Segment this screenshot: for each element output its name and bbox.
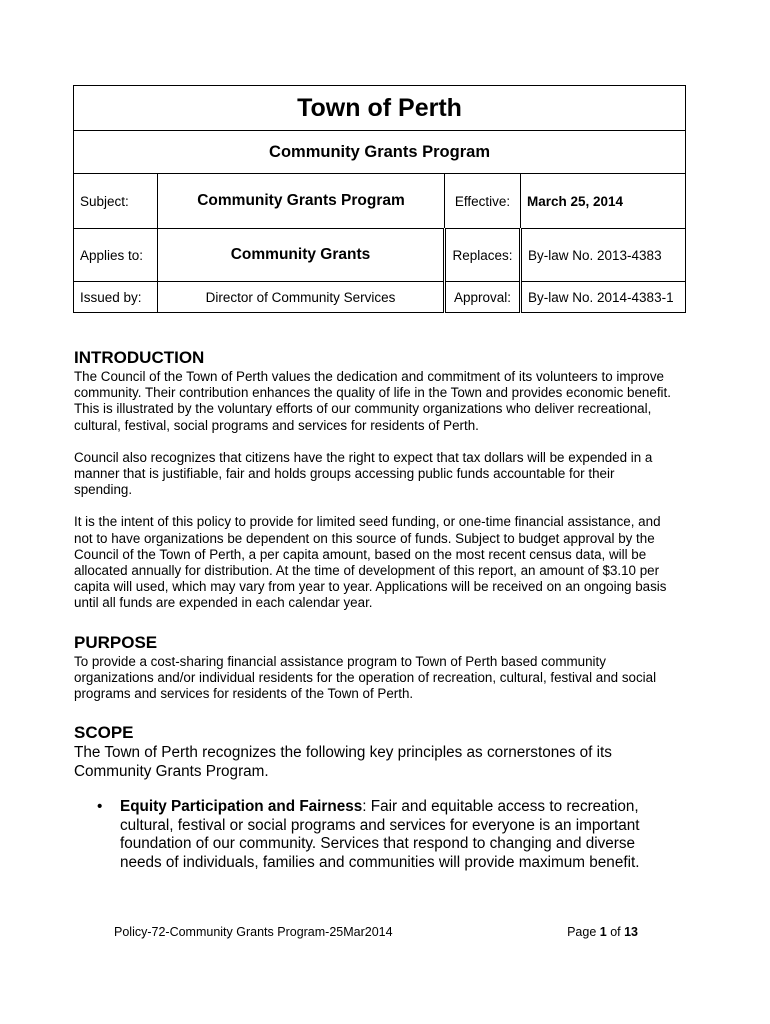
- replaces-value: By-law No. 2013-4383: [521, 229, 686, 282]
- principles-list: [74, 798, 674, 872]
- document-id: Policy-72-Community Grants Program-25Mar2014: [114, 925, 393, 939]
- list-item: [74, 798, 674, 872]
- replaces-label: Replaces:: [445, 229, 521, 282]
- introduction-heading: INTRODUCTION: [74, 348, 205, 367]
- introduction-paragraph-1: The Council of the Town of Perth values the dedication and commitment of its volunteers to improve community. Their contribution enhances the quality of life in the Town and provides economic benefit. This is illustrated by the voluntary efforts of our community organizations who deliver recreational, cultural, festival, social programs and services for residents of Perth.: [74, 369, 671, 433]
- program-title: Community Grants Program: [74, 131, 686, 174]
- principle-term: Equity Participation and Fairness: [120, 798, 363, 816]
- effective-label: Effective:: [445, 174, 521, 229]
- subject-value: Community Grants Program: [158, 174, 445, 229]
- document-body: [74, 347, 674, 872]
- introduction-section: [74, 347, 674, 612]
- page-total: 13: [624, 925, 638, 939]
- scope-heading: SCOPE: [74, 723, 134, 743]
- issued-by-label: Issued by:: [74, 282, 158, 313]
- approval-label: Approval:: [445, 282, 521, 313]
- applies-to-label: Applies to:: [74, 229, 158, 282]
- purpose-paragraph: To provide a cost-sharing financial assistance program to Town of Perth based community organizations and/or individual residents for the operation of recreation, cultural, festival and social programs and services for residents of the Town of Perth.: [74, 653, 657, 702]
- policy-header-table: [73, 85, 686, 313]
- page-current: 1: [599, 925, 607, 939]
- approval-value: By-law No. 2014-4383-1: [521, 282, 686, 313]
- page-number: [567, 925, 638, 939]
- bullet-icon: •: [97, 798, 103, 816]
- issued-by-value: Director of Community Services: [158, 282, 445, 313]
- applies-to-value: Community Grants: [158, 229, 445, 282]
- page-prefix: Page: [567, 925, 600, 939]
- purpose-heading: PURPOSE: [74, 632, 158, 652]
- introduction-paragraph-3: It is the intent of this policy to provide for limited seed funding, or one-time financial assistance, and not to have organizations be dependent on this source of funds. Subject to budget approval by the Council of the Town of Perth, a per capita amount, based on the most recent census data, will be allocated annually for distribution. At the time of development of this report, an amount of $3.10 per capita will used, which may vary from year to year. Applications will be received on an ongoing basis until all funds are expended in each calendar year.: [74, 514, 667, 611]
- org-title: Town of Perth: [74, 86, 686, 131]
- purpose-section: [74, 632, 674, 703]
- effective-value: March 25, 2014: [521, 174, 686, 229]
- page-of: of: [606, 925, 625, 939]
- introduction-paragraph-2: Council also recognizes that citizens have the right to expect that tax dollars will be expended in a manner that is justifiable, fair and holds groups accessing public funds accountable for their spending.: [74, 449, 653, 498]
- subject-label: Subject:: [74, 174, 158, 229]
- principle-text: : Fair and equitable access to recreation, cultural, festival or social programs and services for everyone is an important foundation of our community. Services that respond to changing and diverse needs of individuals, families and communities will provide maximum benefit.: [120, 798, 640, 871]
- scope-paragraph: The Town of Perth recognizes the following key principles as cornerstones of its Community Grants Program.: [74, 744, 612, 780]
- scope-section: [74, 722, 674, 872]
